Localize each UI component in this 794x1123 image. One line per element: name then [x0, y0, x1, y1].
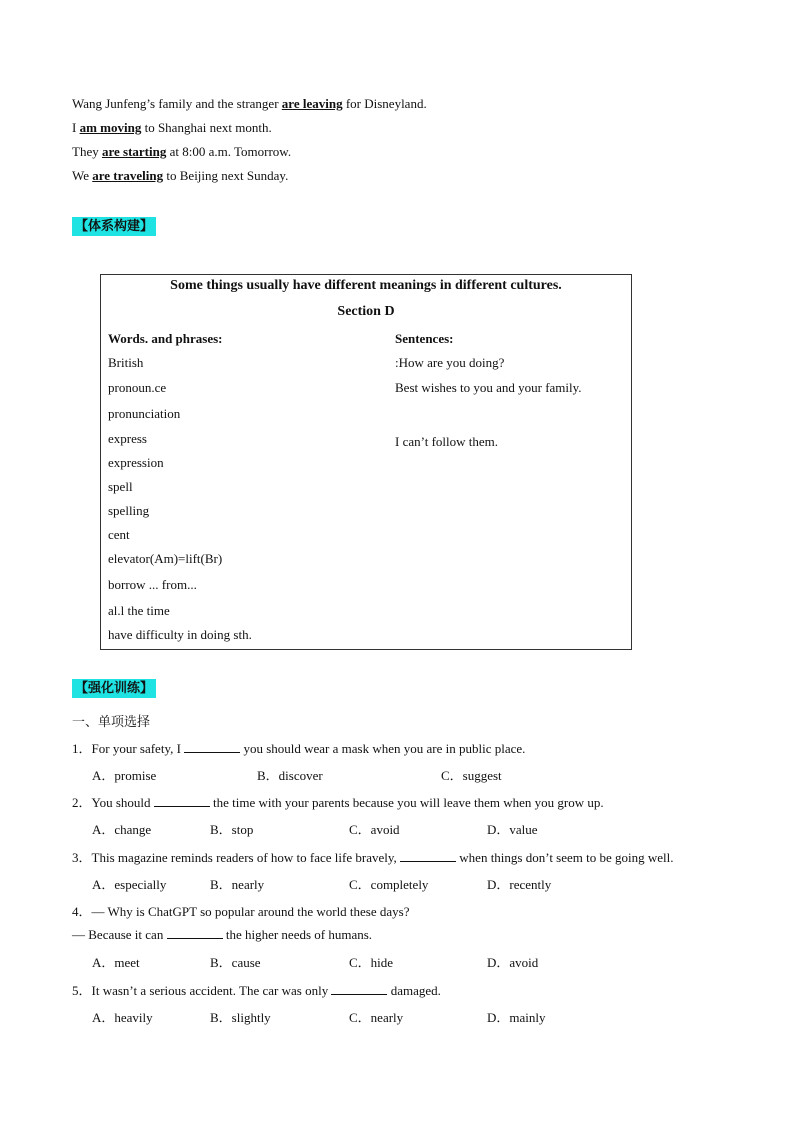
example-text: to Shanghai next month.	[141, 120, 272, 135]
word-item: pronoun.ce	[108, 380, 167, 395]
question-5	[72, 980, 441, 999]
option-d: D．avoid	[487, 955, 539, 970]
question-text: damaged.	[387, 983, 441, 998]
answer-blank	[331, 983, 387, 995]
option-c: C．nearly	[349, 1010, 404, 1025]
word-item: expression	[108, 455, 164, 470]
example-text: for Disneyland.	[342, 96, 427, 111]
question-text: It wasn’t a serious accident. The car was only	[91, 983, 332, 998]
tag-training: 【强化训练】	[72, 679, 156, 698]
question-1	[72, 738, 525, 757]
word-item: borrow ... from...	[108, 577, 197, 592]
question-text: the higher needs of humans.	[222, 927, 373, 942]
option-a: A．heavily	[92, 1010, 153, 1025]
answer-blank	[154, 795, 210, 807]
word-item: express	[108, 431, 147, 446]
answer-blank	[184, 741, 240, 753]
example-text: at 8:00 a.m. Tomorrow.	[166, 144, 292, 159]
box-title: Some things usually have different meanings in different cultures.	[170, 278, 562, 293]
example-text: I	[72, 120, 80, 135]
sentence-item: I can’t follow them.	[395, 434, 499, 449]
word-item: cent	[108, 527, 130, 542]
example-line-1	[72, 96, 427, 112]
example-line-2	[72, 120, 272, 136]
question-3	[72, 847, 674, 866]
word-item: spell	[108, 479, 133, 494]
example-line-3	[72, 144, 291, 160]
question-4	[72, 901, 410, 920]
example-verb: are traveling	[92, 168, 164, 183]
question-number: 5．	[72, 983, 92, 998]
option-a: A．especially	[92, 877, 167, 892]
answer-blank	[167, 927, 223, 939]
sentence-item: :How are you doing?	[395, 355, 505, 370]
example-text: to Beijing next Sunday.	[163, 168, 289, 183]
question-text: the time with your parents because you will leave them when you grow up.	[209, 795, 604, 810]
example-text: They	[72, 144, 102, 159]
option-c: C．completely	[349, 877, 429, 892]
option-a: A．change	[92, 822, 152, 837]
question-text: — Why is ChatGPT so popular around the world these days?	[91, 904, 410, 919]
option-b: B．slightly	[210, 1010, 271, 1025]
option-b: B．stop	[210, 822, 254, 837]
question-text: For your safety, I	[91, 741, 185, 756]
box-section: Section D	[337, 304, 395, 319]
question-text: You should	[91, 795, 154, 810]
example-text: Wang Junfeng’s family and the stranger	[72, 96, 282, 111]
question-2	[72, 792, 604, 811]
example-verb: are starting	[101, 144, 167, 159]
option-d: D．value	[487, 822, 538, 837]
example-verb: are leaving	[281, 96, 343, 111]
summary-box	[100, 274, 632, 650]
example-line-4	[72, 168, 288, 184]
section-heading: 一、单项选择	[72, 715, 151, 730]
word-item: elevator(Am)=lift(Br)	[108, 551, 223, 566]
option-d: D．recently	[487, 877, 552, 892]
question-text: you should wear a mask when you are in public place.	[240, 741, 526, 756]
question-text: — Because it can	[72, 927, 167, 942]
option-d: D．mainly	[487, 1010, 546, 1025]
example-verb: am moving	[79, 120, 142, 135]
option-a: A．meet	[92, 955, 140, 970]
option-c: C．hide	[349, 955, 394, 970]
question-number: 3．	[72, 850, 92, 865]
question-number: 1．	[72, 741, 92, 756]
question-number: 4．	[72, 904, 92, 919]
question-4-line-2	[72, 927, 372, 943]
example-text: We	[72, 168, 93, 183]
question-number: 2．	[72, 795, 92, 810]
option-b: B．cause	[210, 955, 261, 970]
word-item: pronunciation	[108, 406, 181, 421]
option-b: B．discover	[257, 768, 323, 783]
option-b: B．nearly	[210, 877, 265, 892]
option-c: C．avoid	[349, 822, 400, 837]
word-item: British	[108, 355, 144, 370]
option-a: A．promise	[92, 768, 157, 783]
option-c: C．suggest	[441, 768, 502, 783]
sentences-heading: Sentences:	[395, 331, 454, 346]
tag-system-build: 【体系构建】	[72, 217, 156, 236]
word-item: spelling	[108, 503, 150, 518]
answer-blank	[400, 850, 456, 862]
word-item: al.l the time	[108, 603, 170, 618]
words-heading: Words. and phrases:	[108, 331, 223, 346]
question-text: when things don’t seem to be going well.	[456, 850, 674, 865]
word-item: have difficulty in doing sth.	[108, 627, 252, 642]
sentence-item: Best wishes to you and your family.	[395, 380, 582, 395]
question-text: This magazine reminds readers of how to face life bravely,	[91, 850, 401, 865]
